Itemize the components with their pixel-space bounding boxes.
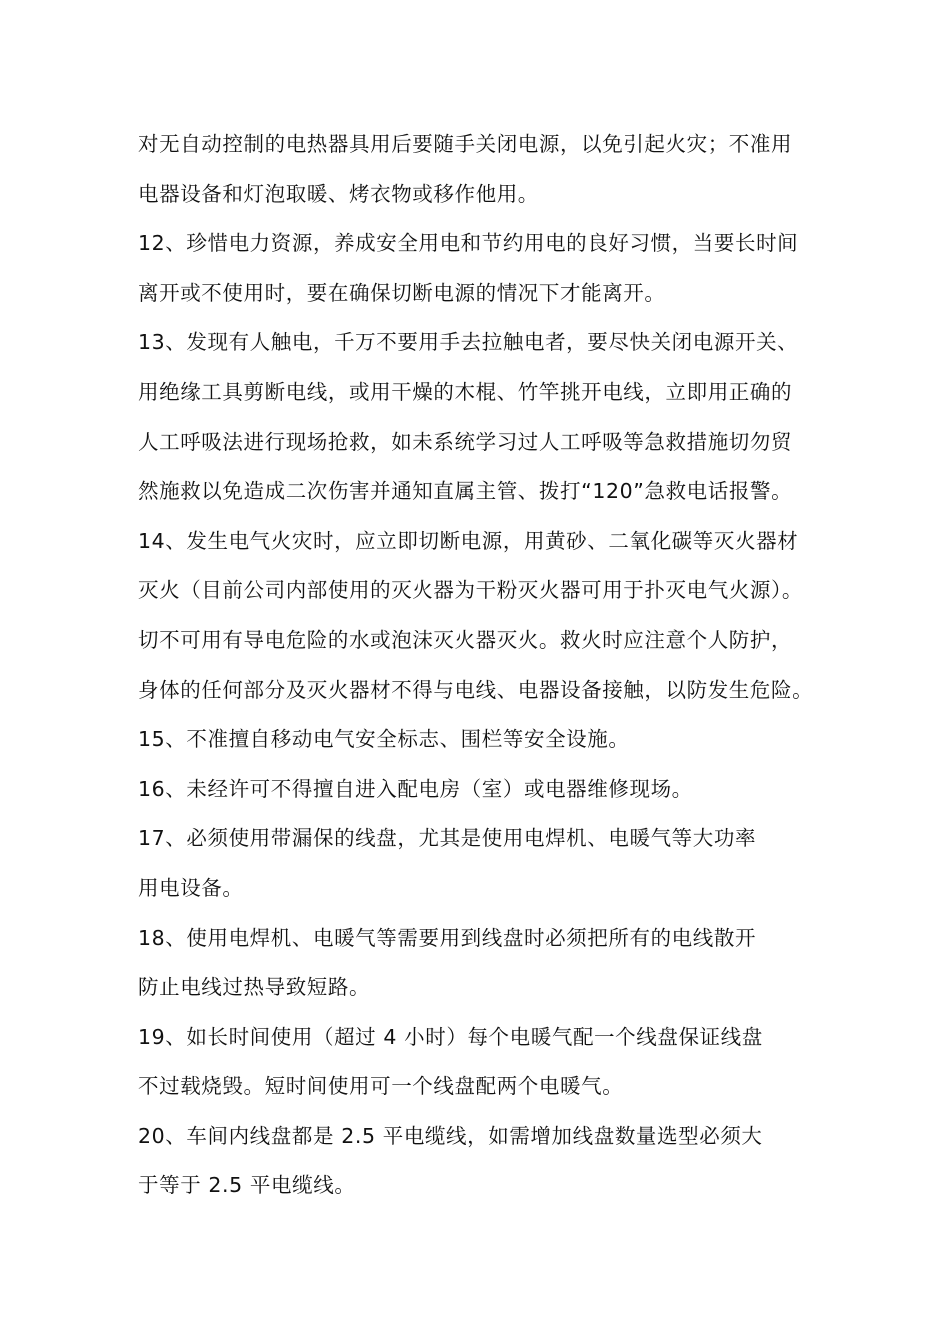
document-body bbox=[138, 120, 838, 1211]
text-line: 防止电线过热导致短路。 bbox=[138, 975, 371, 1000]
text-line: 12、珍惜电力资源，养成安全用电和节约用电的良好习惯，当要长时间 bbox=[138, 231, 799, 256]
text-line: 19、如长时间使用（超过 4 小时）每个电暖气配一个线盘保证线盘 bbox=[138, 1024, 763, 1049]
text-line: 人工呼吸法进行现场抢救，如未系统学习过人工呼吸等急救措施切勿贸 bbox=[138, 429, 793, 454]
text-line: 用绝缘工具剪断电线，或用干燥的木棍、竹竿挑开电线，立即用正确的 bbox=[138, 379, 793, 404]
text-line: 18、使用电焊机、电暖气等需要用到线盘时必须把所有的电线散开 bbox=[138, 925, 757, 950]
text-line: 身体的任何部分及灭火器材不得与电线、电器设备接触，以防发生危险。 bbox=[138, 677, 814, 702]
text-line: 14、发生电气火灾时，应立即切断电源，用黄砂、二氧化碳等灭火器材 bbox=[138, 528, 799, 553]
text-line: 对无自动控制的电热器具用后要随手关闭电源，以免引起火灾；不准用 bbox=[138, 132, 793, 156]
text-line: 20、车间内线盘都是 2.5 平电缆线，如需增加线盘数量选型必须大 bbox=[138, 1123, 763, 1148]
text-line: 16、未经许可不得擅自进入配电房（室）或电器维修现场。 bbox=[138, 776, 693, 801]
text-line: 切不可用有导电危险的水或泡沫灭火器灭火。救火时应注意个人防护， bbox=[138, 627, 793, 652]
text-line: 13、发现有人触电，千万不要用手去拉触电者，要尽快关闭电源开关、 bbox=[138, 330, 799, 355]
text-line: 电器设备和灯泡取暖、烤衣物或移作他用。 bbox=[138, 181, 539, 206]
text-line: 17、必须使用带漏保的线盘，尤其是使用电焊机、电暖气等大功率 bbox=[138, 826, 757, 851]
text-line: 灭火（目前公司内部使用的灭火器为干粉灭火器可用于扑灭电气火源）。 bbox=[138, 578, 803, 603]
text-line: 然施救以免造成二次伤害并通知直属主管、拨打“120”急救电话报警。 bbox=[138, 479, 793, 504]
text-line: 不过载烧毁。短时间使用可一个线盘配两个电暖气。 bbox=[138, 1074, 624, 1099]
text-line: 15、不准擅自移动电气安全标志、围栏等安全设施。 bbox=[138, 727, 630, 752]
text-line: 于等于 2.5 平电缆线。 bbox=[138, 1173, 356, 1198]
text-line: 用电设备。 bbox=[138, 875, 244, 900]
text-line: 离开或不使用时，要在确保切断电源的情况下才能离开。 bbox=[138, 280, 666, 305]
